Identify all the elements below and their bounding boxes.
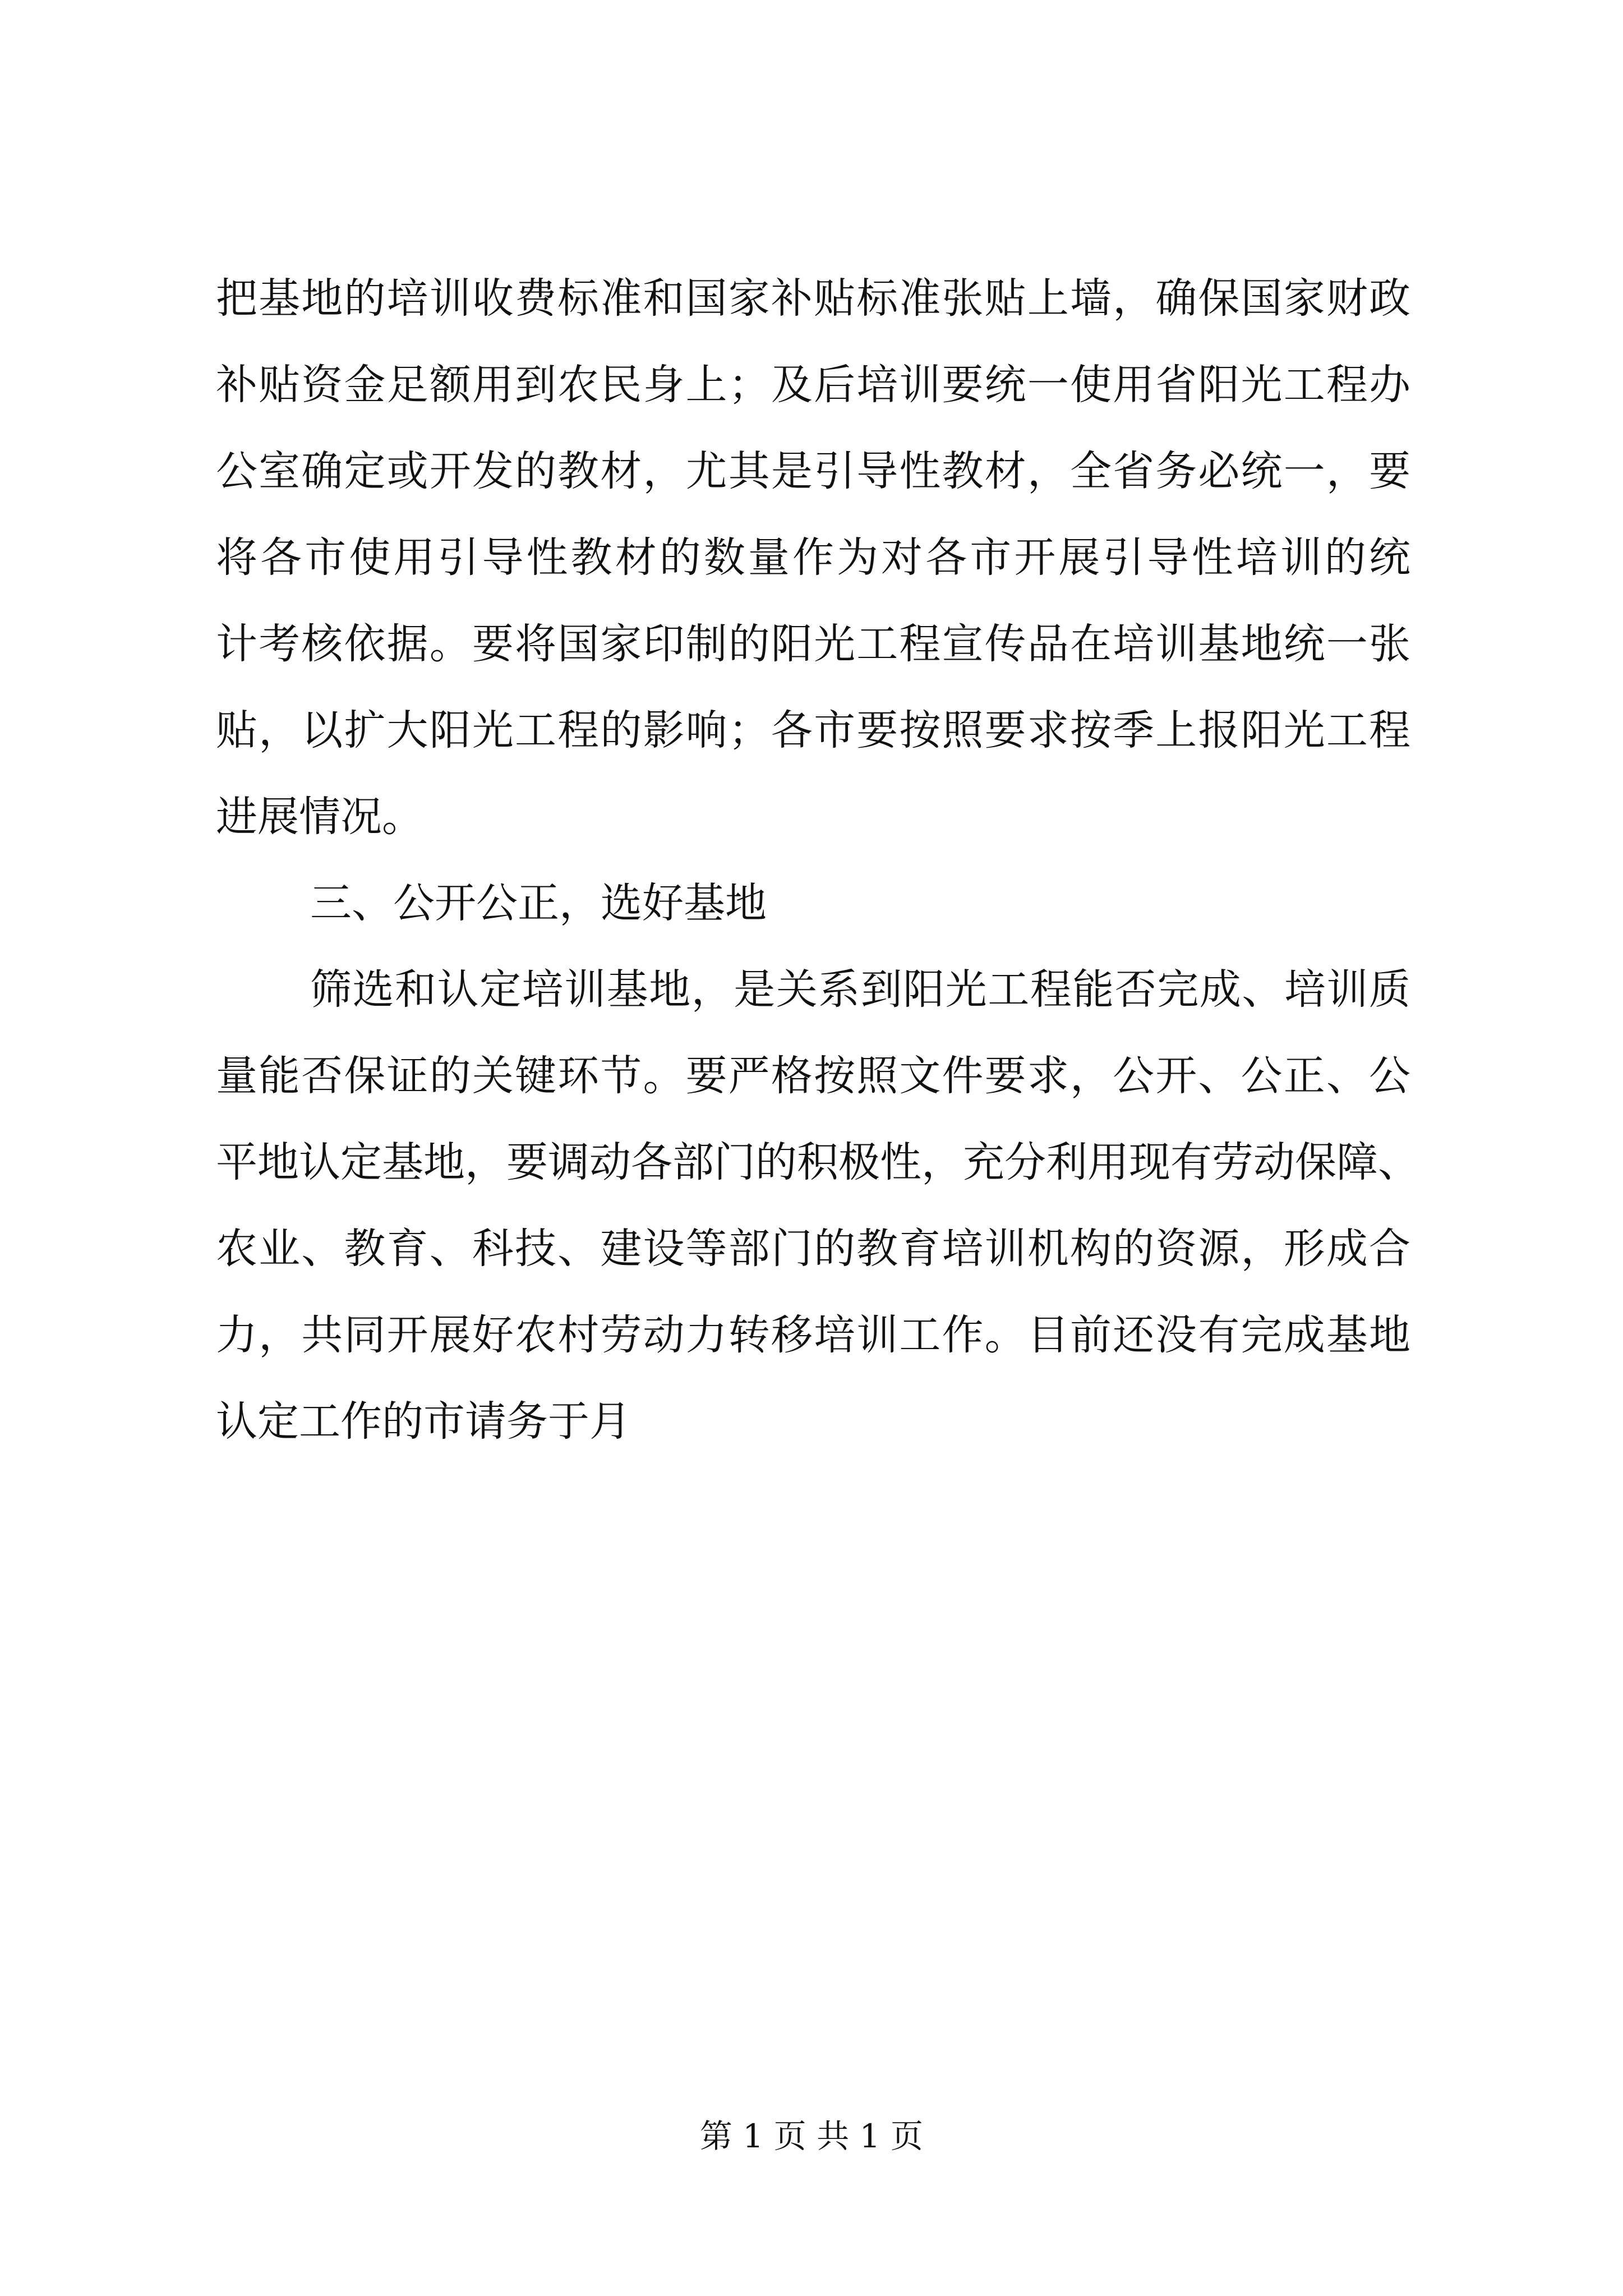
paragraph-line: 平地认定基地，要调动各部门的积极性，充分利用现有劳动保障、 xyxy=(216,1138,1419,1186)
paragraph-line: 农业、教育、科技、建设等部门的教育培训机构的资源，形成合 xyxy=(216,1225,1410,1273)
paragraph-line: 进展情况。 xyxy=(216,793,423,841)
paragraph-line: 把基地的培训收费标准和国家补贴标准张贴上墙，确保国家财政 xyxy=(216,274,1410,323)
paragraph-line: 公室确定或开发的教材，尤其是引导性教材，全省务必统一，要 xyxy=(216,447,1410,495)
paragraph-line: 计考核依据。要将国家印制的阳光工程宣传品在培训基地统一张 xyxy=(216,620,1410,668)
paragraph-line: 力，共同开展好农村劳动力转移培训工作。目前还没有完成基地 xyxy=(216,1311,1410,1359)
document-body xyxy=(216,255,1419,1465)
page-number-footer: 第 1 页 共 1 页 xyxy=(700,2117,923,2155)
paragraph-line: 贴，以扩大阳光工程的影响；各市要按照要求按季上报阳光工程 xyxy=(216,706,1410,754)
paragraph-line: 将各市使用引导性教材的数量作为对各市开展引导性培训的统 xyxy=(216,533,1410,582)
paragraph-line: 量能否保证的关键环节。要严格按照文件要求，公开、公正、公 xyxy=(216,1052,1410,1100)
section-heading: 三、公开公正，选好基地 xyxy=(310,879,767,927)
paragraph-line: 认定工作的市请务于月 xyxy=(216,1397,631,1446)
paragraph-line: 筛选和认定培训基地，是关系到阳光工程能否完成、培训质 xyxy=(310,965,1410,1014)
paragraph-line: 补贴资金足额用到农民身上；及后培训要统一使用省阳光工程办 xyxy=(216,361,1410,409)
